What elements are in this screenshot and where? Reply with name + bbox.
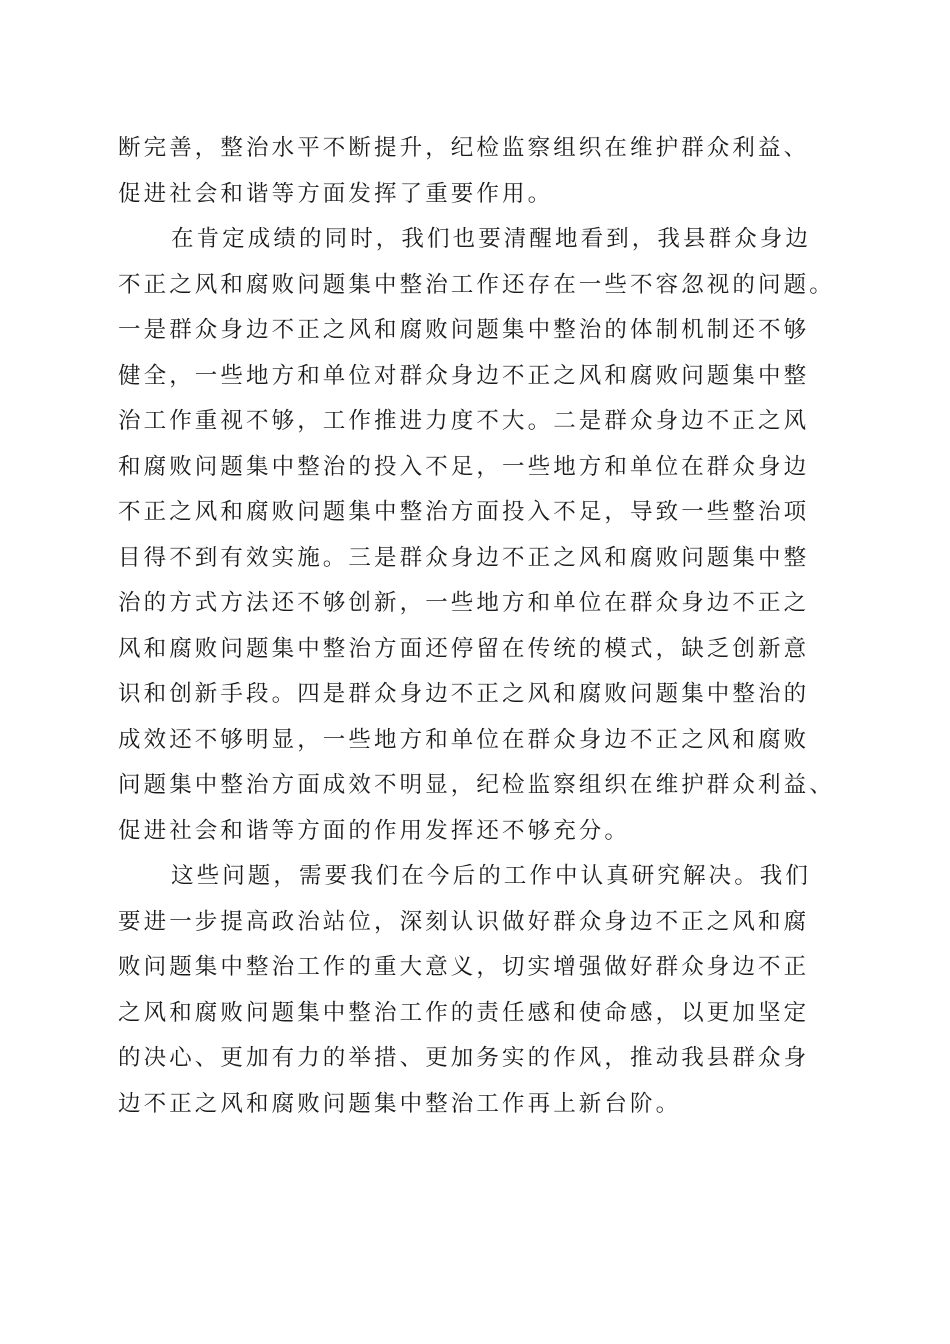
text-line: 问题集中整治方面成效不明显，纪检监察组织在维护群众利益、	[118, 772, 835, 798]
text-line: 要进一步提高政治站位，深刻认识做好群众身边不正之风和腐	[118, 908, 810, 935]
text-line: 促进社会和谐等方面发挥了重要作用。	[118, 180, 554, 207]
text-line: 不正之风和腐败问题集中整治方面投入不足，导致一些整治项	[118, 499, 810, 525]
text-line: 治的方式方法还不够创新，一些地方和单位在群众身边不正之	[118, 590, 810, 616]
text-line: 治工作重视不够，工作推进力度不大。二是群众身边不正之风	[118, 408, 810, 434]
text-line: 识和创新手段。四是群众身边不正之风和腐败问题集中整治的	[118, 681, 810, 707]
text-line: 一是群众身边不正之风和腐败问题集中整治的体制机制还不够	[118, 317, 810, 343]
text-line: 成效还不够明显，一些地方和单位在群众身边不正之风和腐败	[118, 726, 810, 753]
paragraph-start-line: 这些问题，需要我们在今后的工作中认真研究解决。我们	[171, 863, 812, 889]
paragraph-start-line: 在肯定成绩的同时，我们也要清醒地看到，我县群众身边	[171, 226, 812, 252]
text-line: 之风和腐败问题集中整治工作的责任感和使命感，以更加坚定	[118, 999, 810, 1026]
text-line: 败问题集中整治工作的重大意义，切实增强做好群众身边不正	[118, 954, 810, 980]
body-text	[118, 126, 838, 1127]
text-line: 不正之风和腐败问题集中整治工作还存在一些不容忽视的问题。	[118, 271, 835, 298]
text-line: 目得不到有效实施。三是群众身边不正之风和腐败问题集中整	[118, 544, 810, 571]
text-line: 和腐败问题集中整治的投入不足，一些地方和单位在群众身边	[118, 453, 810, 480]
text-line: 健全，一些地方和单位对群众身边不正之风和腐败问题集中整	[118, 362, 810, 389]
text-line: 边不正之风和腐败问题集中整治工作再上新台阶。	[118, 1090, 682, 1117]
text-line: 风和腐败问题集中整治方面还停留在传统的模式，缺乏创新意	[118, 635, 810, 662]
text-line: 断完善，整治水平不断提升，纪检监察组织在维护群众利益、	[118, 135, 810, 161]
text-line: 促进社会和谐等方面的作用发挥还不够充分。	[118, 817, 631, 844]
text-line: 的决心、更加有力的举措、更加务实的作风，推动我县群众身	[118, 1045, 810, 1071]
